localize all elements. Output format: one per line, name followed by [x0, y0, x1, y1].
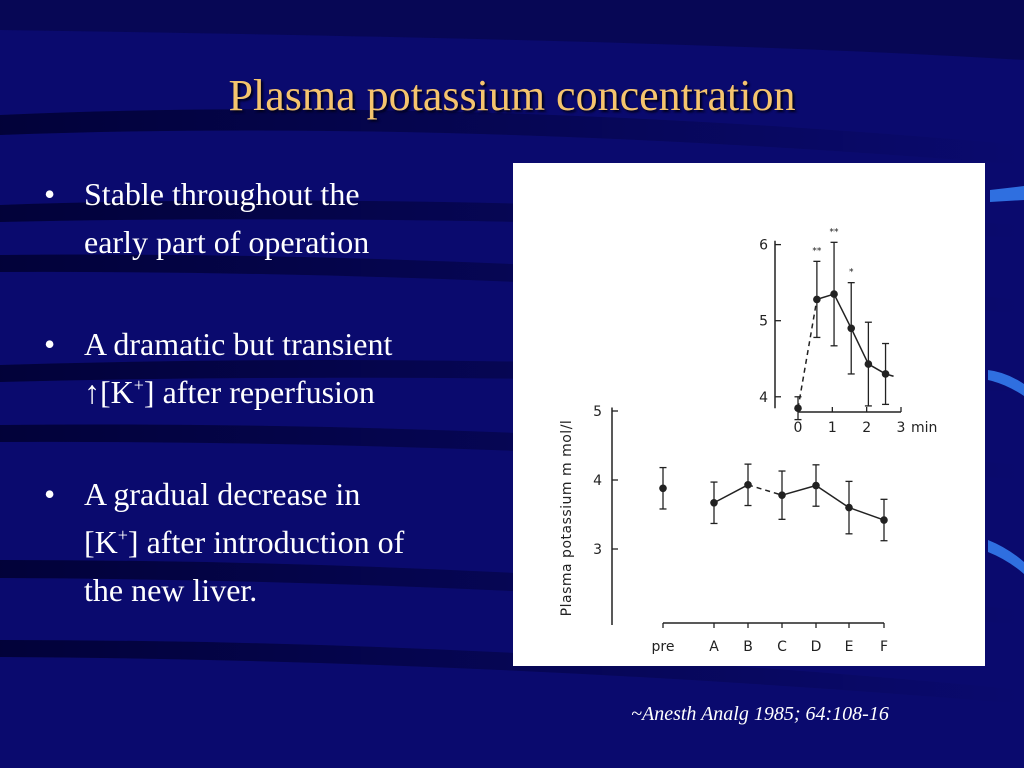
main-data-point — [744, 481, 752, 489]
inset-data-point — [794, 404, 802, 412]
main-series-segment — [748, 485, 782, 495]
inset-data-point — [830, 290, 838, 298]
bullet-item — [40, 470, 510, 614]
main-y-tick-label: 5 — [593, 404, 602, 420]
main-series-segment — [782, 486, 816, 496]
inset-series-segment — [851, 328, 868, 364]
main-series-segment — [816, 486, 849, 508]
inset-series-segment — [798, 299, 817, 408]
bullet-text-line: the new liver. — [84, 572, 258, 608]
inset-x-axis-unit: min — [911, 420, 938, 436]
main-x-tick-label: B — [743, 639, 753, 655]
significance-mark: * — [848, 267, 854, 278]
inset-x-tick-label: 0 — [793, 420, 803, 436]
inset-series-segment — [834, 294, 851, 328]
inset-data-point — [882, 370, 890, 378]
bullet-item — [40, 320, 510, 416]
main-data-point — [778, 491, 786, 499]
bullet-text-pre: [K — [84, 524, 118, 560]
bullet-text-line: A dramatic but transient — [84, 326, 393, 362]
inset-y-tick-label: 6 — [759, 237, 768, 254]
main-data-point — [812, 482, 820, 490]
main-y-axis-label: Plasma potassium m mol/l — [559, 419, 575, 617]
bullet-text-pre: ↑[K — [84, 374, 134, 410]
superscript-plus: + — [117, 525, 128, 545]
bullet-text-line: Stable throughout the — [84, 176, 360, 212]
main-series-segment — [714, 485, 748, 503]
main-x-tick-label: E — [844, 639, 854, 655]
bullet-item — [40, 170, 510, 266]
superscript-plus: + — [133, 375, 144, 395]
inset-y-tick-label: 4 — [759, 389, 768, 406]
main-series-segment — [849, 508, 884, 520]
main-y-tick-label: 4 — [593, 473, 602, 489]
inset-y-tick-label: 5 — [759, 313, 768, 330]
main-x-tick-label: A — [709, 639, 719, 655]
bullet-symbol: • — [44, 326, 56, 362]
significance-mark: ** — [829, 227, 839, 238]
slide-title: Plasma potassium concentration — [228, 71, 796, 120]
main-data-point — [845, 504, 853, 512]
inset-data-point — [847, 325, 855, 333]
bullet-text-line: early part of operation — [84, 224, 370, 260]
figure-panel — [513, 163, 985, 666]
main-x-tick-label: F — [879, 639, 889, 655]
significance-mark: ** — [812, 246, 822, 257]
bullet-list — [40, 170, 510, 668]
bullet-text-line: A gradual decrease in — [84, 476, 361, 512]
inset-data-point — [813, 296, 821, 304]
main-data-point — [880, 516, 888, 524]
citation: ~Anesth Analg 1985; 64:108-16 — [631, 703, 889, 725]
bullet-symbol: • — [44, 476, 56, 512]
potassium-charts — [513, 163, 985, 666]
main-data-point — [659, 484, 667, 492]
main-data-point — [710, 499, 718, 507]
main-x-tick-label: D — [810, 639, 822, 655]
main-x-tick-label: C — [777, 639, 787, 655]
inset-x-tick-label: 3 — [896, 420, 906, 436]
main-x-tick-label: pre — [651, 639, 675, 655]
inset-x-tick-label: 1 — [827, 420, 837, 436]
bullet-symbol: • — [44, 176, 56, 212]
main-y-tick-label: 3 — [593, 542, 602, 558]
inset-data-point — [865, 360, 873, 368]
inset-x-tick-label: 2 — [862, 420, 872, 436]
bullet-text-post: ] after reperfusion — [143, 374, 375, 410]
bullet-text-post: ] after introduction of — [127, 524, 405, 560]
